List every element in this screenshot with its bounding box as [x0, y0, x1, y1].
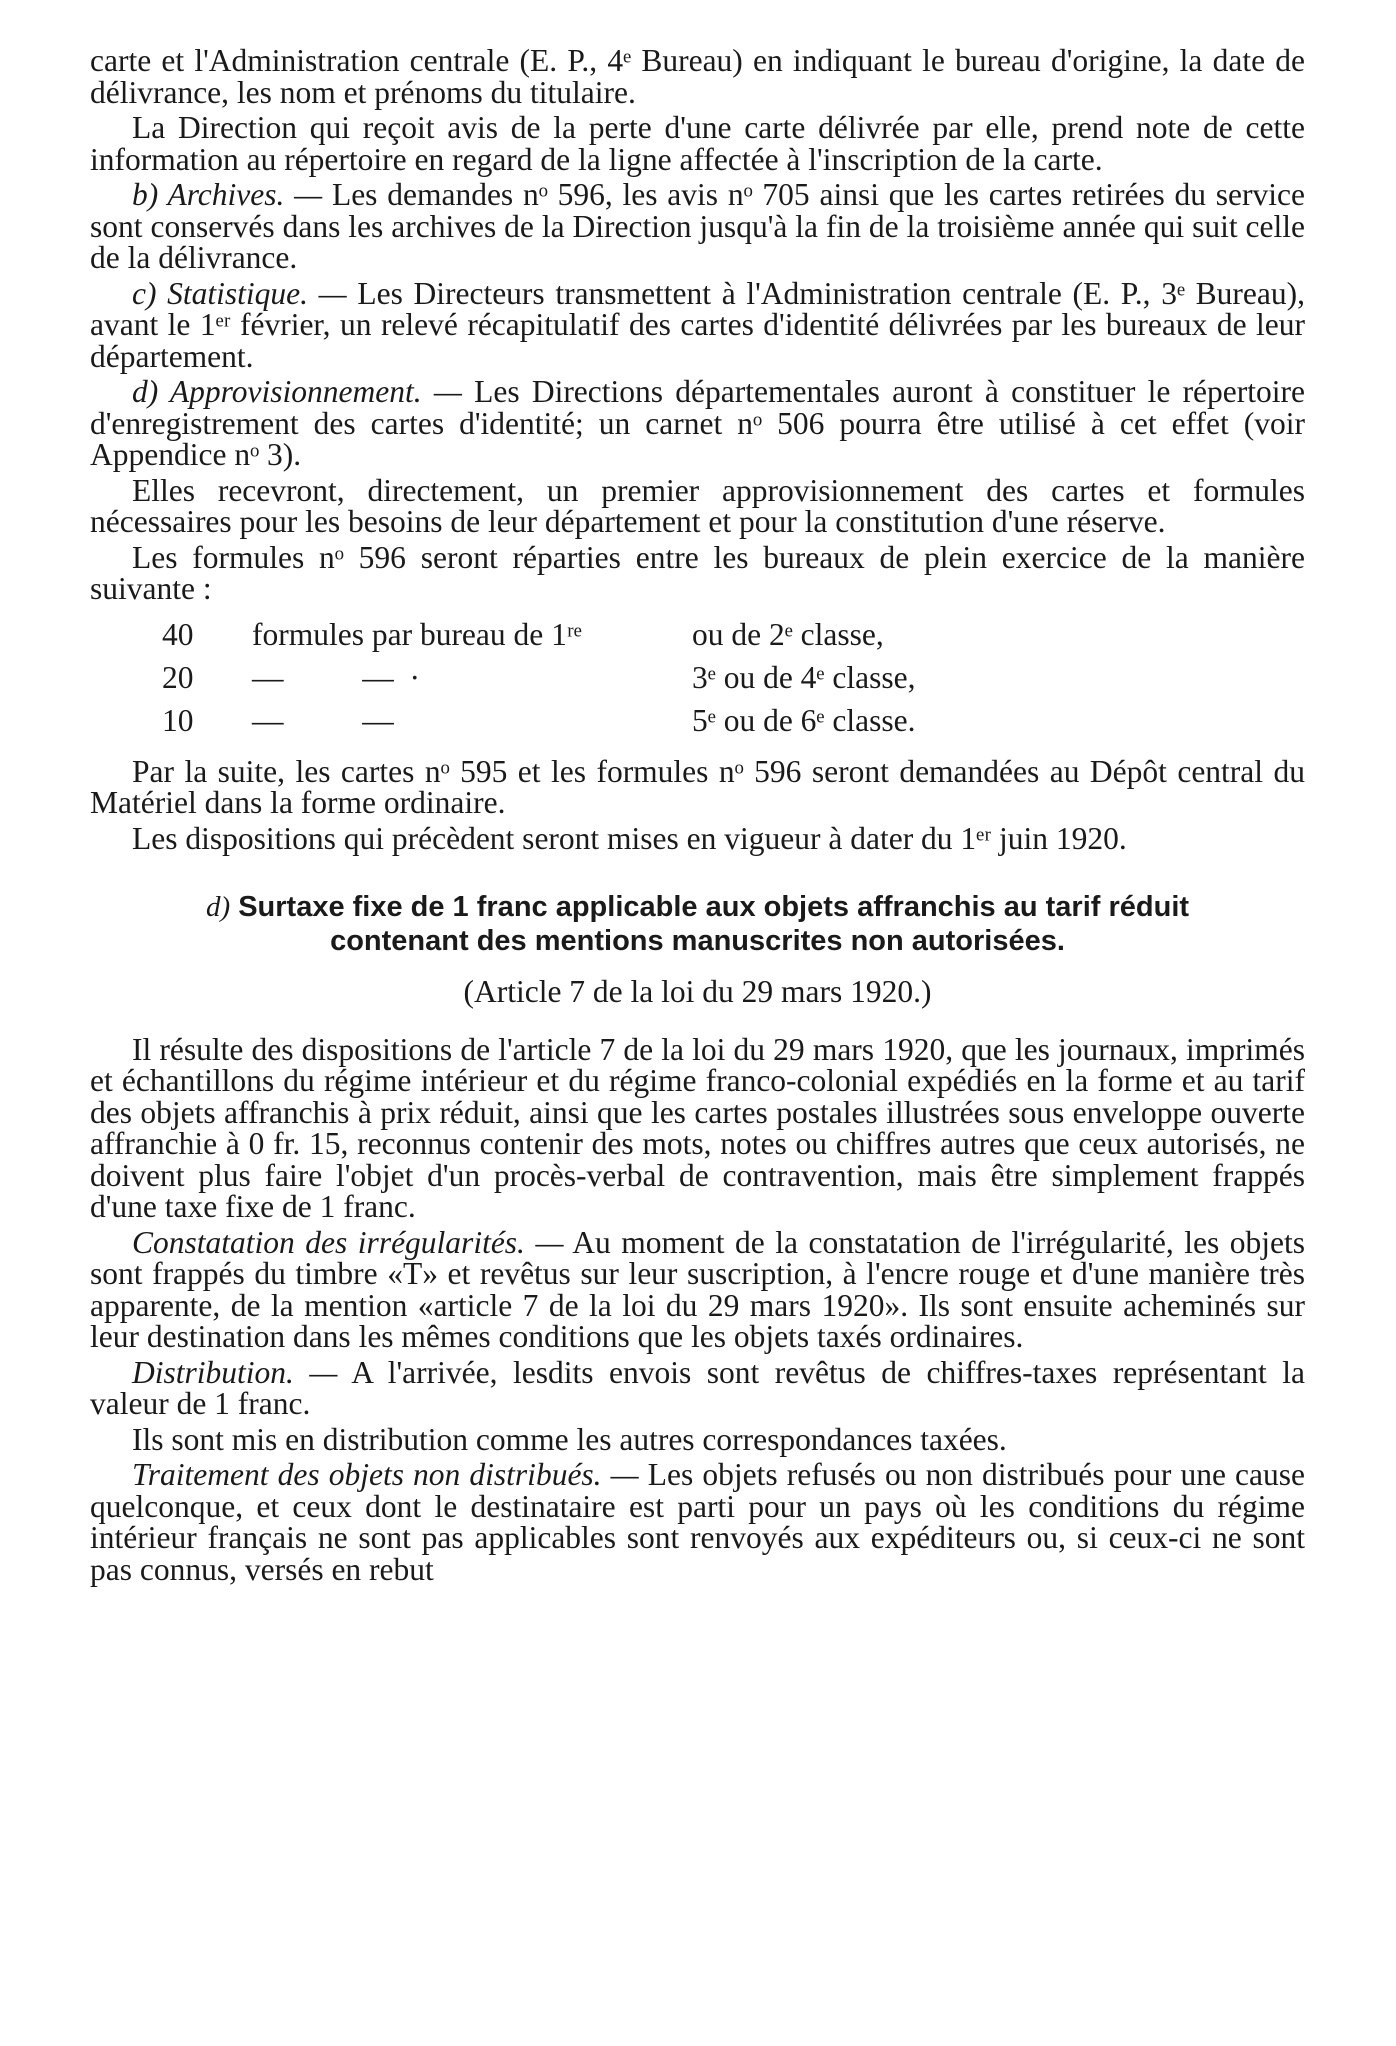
table-cell-count: 20	[162, 659, 194, 695]
paragraph	[90, 1224, 1306, 1354]
table-cell-count: 40	[162, 616, 194, 652]
paragraph	[90, 1031, 1305, 1224]
paragraph-text: Les formules nᵒ 596 seront réparties entre les bureaux de plein exercice de la manière suivante :	[90, 539, 1305, 606]
paragraph-text: Par la suite, les cartes nᵒ 595 et les formules nᵒ 596 seront demandées au Dépôt central du Matériel dans la forme ordinaire.	[90, 753, 1305, 820]
paragraph	[90, 1354, 1305, 1421]
paragraph	[90, 753, 1305, 820]
paragraph-text: Les Directeurs transmettent à l'Administration centrale (E. P., 3ᵉ Bureau), avant le 1ᵉʳ février, un relevé récapitulatif des cartes d'identité délivrées par les bureaux de leur département.	[90, 275, 1306, 374]
section-title-text: Surtaxe fixe de 1 franc applicable aux objets affranchis au tarif réduit	[238, 891, 1190, 923]
section-reference: (Article 7 de la loi du 29 mars 1920.)	[463, 974, 932, 1009]
distribution-table	[162, 616, 1305, 748]
section-heading	[90, 890, 1305, 958]
paragraph-label: c) Statistique. —	[132, 275, 347, 311]
table-cell-count: 10	[162, 702, 194, 738]
table-cell-class: 5ᵉ ou de 6ᵉ classe.	[692, 702, 916, 738]
table-cell-class: 3ᵉ ou de 4ᵉ classe,	[692, 659, 916, 695]
paragraph-label: Traitement des objets non distribués. —	[132, 1457, 639, 1492]
paragraphs-top	[90, 45, 1305, 605]
paragraph	[90, 275, 1306, 374]
paragraph	[90, 112, 1305, 175]
paragraph	[90, 1421, 1305, 1457]
document-page	[90, 45, 1305, 1589]
paragraph	[90, 376, 1305, 471]
paragraph	[90, 1459, 1305, 1585]
paragraph-text: Au moment de la constatation de l'irrégularité, les objets sont frappés du timbre «T» et revêtus sur leur suscription, à l'encre rouge et d'une manière très apparente, de la mention «article 7 de la loi du 29 mars 1920». Ils sont ensuite acheminés sur leur destination dans les mêmes conditions que les objets taxés ordinaires.	[90, 1224, 1306, 1354]
paragraph-text: Les objets refusés ou non distribués pour une cause quelconque, et ceux dont le destinataire est parti pour un pays où les conditions du régime intérieur français ne sont pas applicables sont renvoyés aux expéditeurs ou, si ceux-ci ne sont pas connus, versés en rebut	[90, 1457, 1305, 1587]
paragraph	[90, 179, 1305, 274]
table-cell-desc: formules par bureau de 1ʳᵉ	[252, 616, 582, 652]
table-row	[162, 616, 1305, 662]
paragraph-label: Constatation des irrégularités. —	[132, 1224, 564, 1260]
table-row	[162, 659, 1305, 705]
paragraph-label: Distribution. —	[132, 1354, 338, 1390]
paragraph-label: b) Archives. —	[132, 177, 323, 212]
paragraph	[90, 820, 1305, 856]
paragraph-text: La Direction qui reçoit avis de la perte d'une carte délivrée par elle, prend note de cette information au répertoire en regard de la ligne affectée à l'inscription de la carte.	[90, 110, 1305, 177]
paragraph-text: Les Directions départementales auront à constituer le répertoire d'enregistrement des cartes d'identité; un carnet nᵒ 506 pourra être utilisé à cet effet (voir Appendice nᵒ 3).	[90, 374, 1305, 472]
paragraph-text: Elles recevront, directement, un premier approvisionnement des cartes et formules nécessaires pour les besoins de leur département et pour la constitution d'une réserve.	[90, 472, 1305, 539]
table-cell-desc: — — ·	[252, 659, 420, 695]
section-title-line2: contenant des mentions manuscrites non autorisées.	[330, 925, 1065, 957]
paragraph-text: Ils sont mis en distribution comme les autres correspondances taxées.	[132, 1421, 1007, 1457]
section-title-line1	[90, 890, 1305, 924]
paragraphs-bottom	[90, 1031, 1306, 1587]
section-label: d)	[205, 891, 231, 923]
paragraph-text: Il résulte des dispositions de l'article 7 de la loi du 29 mars 1920, que les journaux, imprimés et échantillons du régime intérieur et du régime franco-colonial expédiés en la forme et au tarif des objets affranchis à prix réduit, ainsi que les cartes postales illustrées sous enveloppe ouverte affranchie à 0 fr. 15, reconnus contenir des mots, notes ou chiffres autres que ceux autorisés, ne doivent plus faire l'objet d'un procès-verbal de contravention, mais être simplement frappés d'une taxe fixe de 1 franc.	[90, 1031, 1305, 1224]
paragraph-label: d) Approvisionnement. —	[132, 374, 462, 409]
table-cell-desc: — —	[252, 702, 394, 738]
paragraph-text: Les demandes nᵒ 596, les avis nᵒ 705 ainsi que les cartes retirées du service sont conservés dans les archives de la Direction jusqu'à la fin de la troisième année qui suit celle de la délivrance.	[90, 177, 1305, 275]
paragraph	[90, 472, 1305, 539]
paragraphs-mid	[90, 753, 1305, 856]
paragraph-text: A l'arrivée, lesdits envois sont revêtus de chiffres-taxes représentant la valeur de 1 franc.	[90, 1354, 1305, 1421]
table-row	[162, 702, 1305, 748]
paragraph	[90, 45, 1305, 108]
paragraph-text: Les dispositions qui précèdent seront mises en vigueur à dater du 1ᵉʳ juin 1920.	[132, 820, 1127, 856]
paragraph	[90, 539, 1305, 606]
table-cell-class: ou de 2ᵉ classe,	[692, 616, 884, 652]
paragraph-text: carte et l'Administration centrale (E. P., 4ᵉ Bureau) en indiquant le bureau d'origine, la date de délivrance, les nom et prénoms du titulaire.	[90, 43, 1305, 110]
